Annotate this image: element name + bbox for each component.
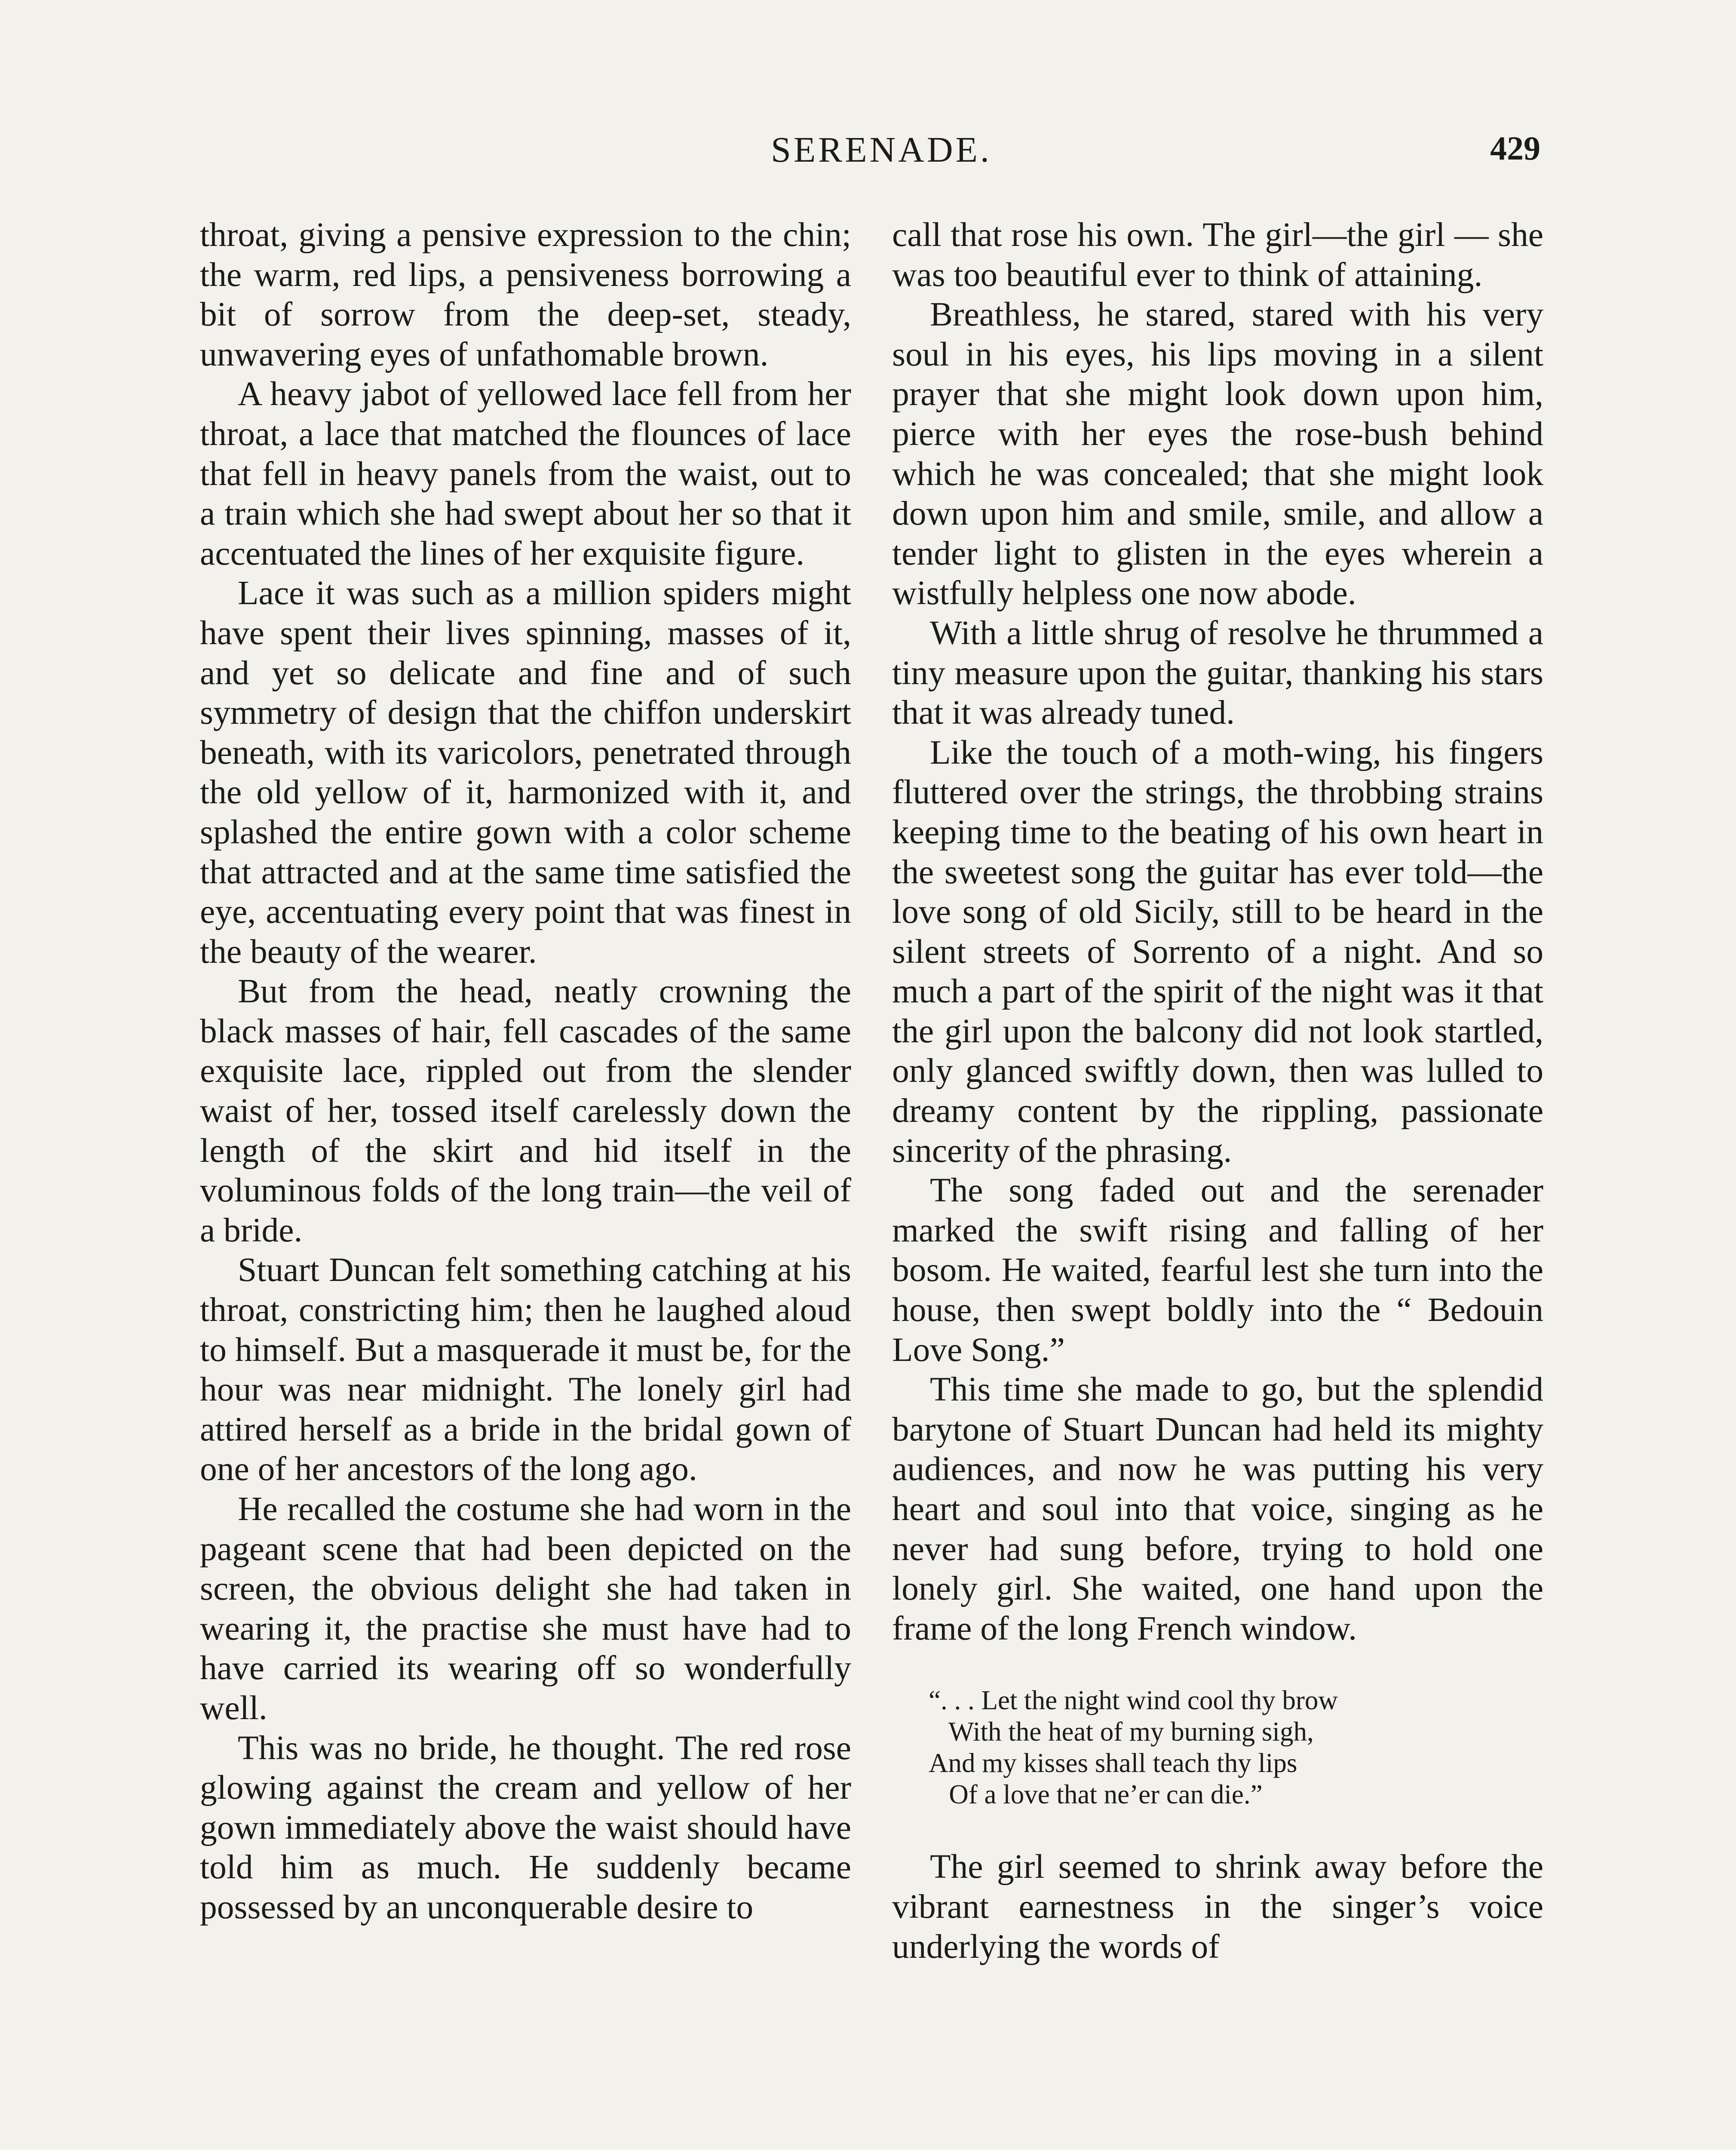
paragraph: This time she made to go, but the splendid barytone of Stuart Duncan had held its mighty audiences, and now he was putting his very heart and soul into that voice, singing as he never had sung before, trying to hold one lonely girl. She waited, one hand upon the frame of the long French window. xyxy=(892,1370,1543,1647)
paragraph: A heavy jabot of yellowed lace fell from her throat, a lace that matched the flounces of lace that fell in heavy panels from the waist, out to a train which she had swept about her so that it accentuated the lines of her exquisite figure. xyxy=(200,375,851,572)
running-title: SERENADE. xyxy=(771,130,992,170)
page-number: 429 xyxy=(1490,129,1540,167)
paragraph: This was no bride, he thought. The red rose glowing against the cream and yellow of her gown immediately above the waist should have told him as much. He suddenly became possessed by an unconquerable desire to xyxy=(200,1729,851,1926)
verse-line: “. . . Let the night wind cool thy brow xyxy=(929,1685,1338,1716)
paragraph: He recalled the costume she had worn in the pageant scene that had been depicted on the screen, the obvious delight she had taken in wearing it, the practise she must have had to have carried its wearing off so wonderfully well. xyxy=(200,1490,851,1727)
paragraph: Lace it was such as a million spiders might have spent their lives spinning, masses of it, and yet so delicate and fine and of such symmetry of design that the chiffon underskirt beneath, with its varicolors, penetrated through the old yellow of it, harmonized with it, and splashed the entire gown with a color scheme that attracted and at the same time satisfied the eye, accentuating every point that was finest in the beauty of the wearer. xyxy=(200,574,851,971)
verse-line: Of a love that ne’er can die.” xyxy=(929,1779,1263,1810)
paragraph: With a little shrug of resolve he thrummed a tiny measure upon the guitar, thanking his stars that it was already tuned. xyxy=(892,614,1543,732)
song-verse xyxy=(929,1685,1543,1810)
paragraph: Breathless, he stared, stared with his very soul in his eyes, his lips moving in a silent prayer that she might look down upon him, pierce with her eyes the rose-bush behind which he was concealed; that she might look down upon him and smile, smile, and allow a tender light to glisten in the eyes wherein a wistfully helpless one now abode. xyxy=(892,295,1543,612)
verse-line: And my kisses shall teach thy lips xyxy=(929,1748,1297,1778)
left-column xyxy=(200,215,851,1927)
paragraph: Like the touch of a moth-wing, his fingers fluttered over the strings, the throbbing strains keeping time to the beating of his own heart in the sweetest song the guitar has ever told—the love song of old Sicily, still to be heard in the silent streets of Sorrento of a night. And so much a part of the spirit of the night was it that the girl upon the balcony did not look startled, only glanced swiftly down, then was lulled to dreamy content by the rippling, passionate sincerity of the phrasing. xyxy=(892,733,1543,1170)
right-column xyxy=(892,215,1543,1966)
paragraph: Stuart Duncan felt something catching at his throat, constricting him; then he laughed aloud to himself. But a masquerade it must be, for the hour was near midnight. The lonely girl had attired herself as a bride in the bridal gown of one of her ancestors of the long ago. xyxy=(200,1251,851,1488)
paragraph: The girl seemed to shrink away before the vibrant earnestness in the singer’s voice underlying the words of xyxy=(892,1848,1543,1966)
paragraph: But from the head, neatly crowning the black masses of hair, fell cascades of the same exquisite lace, rippled out from the slender waist of her, tossed itself carelessly down the length of the skirt and hid itself in the voluminous folds of the long train—the veil of a bride. xyxy=(200,972,851,1249)
verse-line: With the heat of my burning sigh, xyxy=(929,1717,1314,1747)
paragraph: throat, giving a pensive expression to the chin; the warm, red lips, a pensiveness borrowing a bit of sorrow from the deep-set, steady, unwavering eyes of unfathomable brown. xyxy=(200,216,851,373)
paragraph: call that rose his own. The girl—the girl — she was too beautiful ever to think of attaining. xyxy=(892,216,1543,294)
paragraph: The song faded out and the serenader marked the swift rising and falling of her bosom. He waited, fearful lest she turn into the house, then swept boldly into the “ Bedouin Love Song.” xyxy=(892,1171,1543,1369)
